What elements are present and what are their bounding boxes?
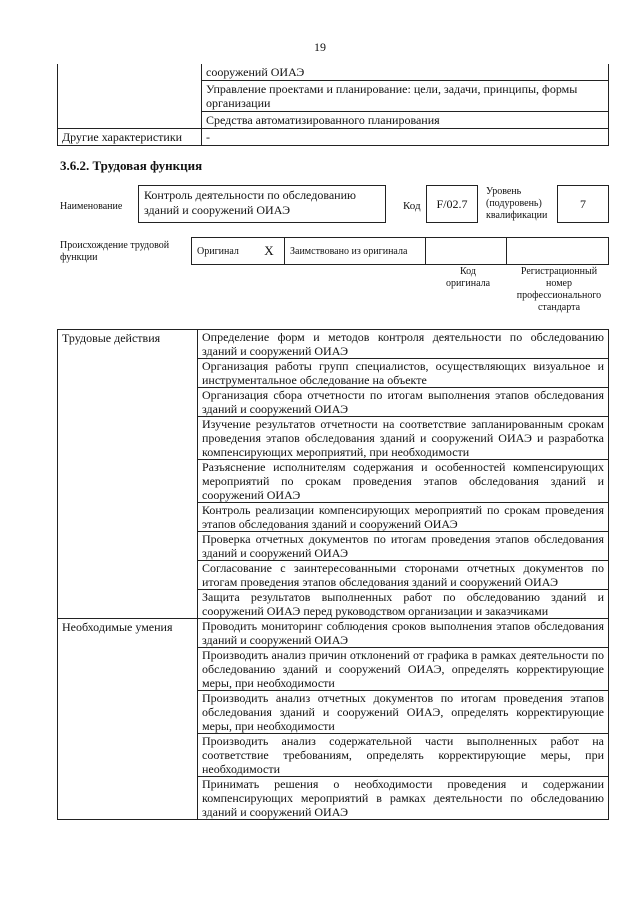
reg-number-caption: Регистрационный номер профессионального стандарта — [516, 266, 602, 313]
list-item: Управление проектами и планирование: цели, задачи, принципы, формы организации — [202, 81, 609, 112]
qualification-level-box: 7 — [557, 185, 609, 223]
other-characteristics-label: Другие характеристики — [58, 129, 202, 146]
labor-action-item: Контроль реализации компенсирующих мероприятий по срокам проведения этапов обследования зданий и сооружений ОИАЭ — [198, 503, 609, 532]
skill-item: Производить анализ причин отклонений от графика в рамках деятельности по обследованию зданий и сооружений ОИАЭ, определять корректирующие меры, при необходимости — [198, 648, 609, 691]
borrowed-label: Заимствовано из оригинала — [285, 238, 426, 265]
original-label: Оригинал — [192, 238, 255, 265]
function-name-box: Контроль деятельности по обследованию зданий и сооружений ОИАЭ — [138, 185, 386, 223]
labor-action-item: Определение форм и методов контроля деятельности по обследованию зданий и сооружений ОИАЭ — [198, 330, 609, 359]
list-item: сооружений ОИАЭ — [202, 64, 609, 81]
table-row — [58, 619, 609, 648]
labor-action-item: Защита результатов выполненных работ по обследованию зданий и сооружений ОИАЭ перед руководством организации и заказчиками — [198, 590, 609, 619]
functions-table — [57, 329, 609, 820]
original-mark: X — [254, 238, 285, 265]
reg-number-cell — [507, 238, 609, 265]
code-original-caption: Код оригинала — [445, 266, 491, 289]
table-row — [192, 238, 609, 265]
labor-action-item: Согласование с заинтересованными сторонами отчетных документов по итогам проведения этапов обследования зданий и сооружений ОИАЭ — [198, 561, 609, 590]
labor-action-item: Организация работы групп специалистов, осуществляющих визуальное и инструментальное обследование на объекте — [198, 359, 609, 388]
code-label: Код — [403, 200, 421, 212]
required-skills-label: Необходимые умения — [58, 619, 198, 820]
skill-item: Принимать решения о необходимости проведения и содержании компенсирующих мероприятий в рамках деятельности по обследованию зданий и сооружений ОИАЭ — [198, 777, 609, 820]
qualification-level-label: Уровень (подуровень) квалификации — [486, 186, 548, 221]
other-characteristics-value: - — [202, 129, 609, 146]
table-row — [58, 129, 609, 146]
labor-actions-label: Трудовые действия — [58, 330, 198, 619]
function-code-box: F/02.7 — [426, 185, 478, 223]
continuation-table — [57, 64, 609, 146]
label-cell — [58, 64, 202, 129]
page-number: 19 — [314, 40, 326, 54]
origin-label: Происхождение трудовой функции — [60, 240, 170, 263]
table-row — [58, 64, 609, 81]
skill-item: Производить анализ содержательной части выполненных работ на соответствие требованиям, определять корректирующие меры, при необходимости — [198, 734, 609, 777]
skill-item: Производить анализ отчетных документов по итогам проведения этапов обследования зданий и сооружений ОИАЭ, определять корректирующие меры, при необходимости — [198, 691, 609, 734]
name-label: Наименование — [60, 201, 123, 212]
table-row — [58, 330, 609, 359]
skill-item: Проводить мониторинг соблюдения сроков выполнения этапов обследования зданий и сооружений ОИАЭ — [198, 619, 609, 648]
labor-action-item: Организация сбора отчетности по итогам выполнения этапов обследования зданий и сооружений ОИАЭ — [198, 388, 609, 417]
list-item: Средства автоматизированного планирования — [202, 112, 609, 129]
origin-table — [191, 237, 609, 265]
section-title: 3.6.2. Трудовая функция — [60, 158, 203, 173]
labor-action-item: Проверка отчетных документов по итогам проведения этапов обследования зданий и сооружений ОИАЭ — [198, 532, 609, 561]
labor-action-item: Разъяснение исполнителям содержания и особенностей компенсирующих мероприятий по срокам проведения этапов обследования зданий и сооружений ОИАЭ — [198, 460, 609, 503]
labor-action-item: Изучение результатов отчетности на соответствие запланированным срокам проведения этапов обследования зданий и сооружений ОИАЭ и разработка компенсирующих мероприятий, при необходимости — [198, 417, 609, 460]
code-original-cell — [426, 238, 507, 265]
